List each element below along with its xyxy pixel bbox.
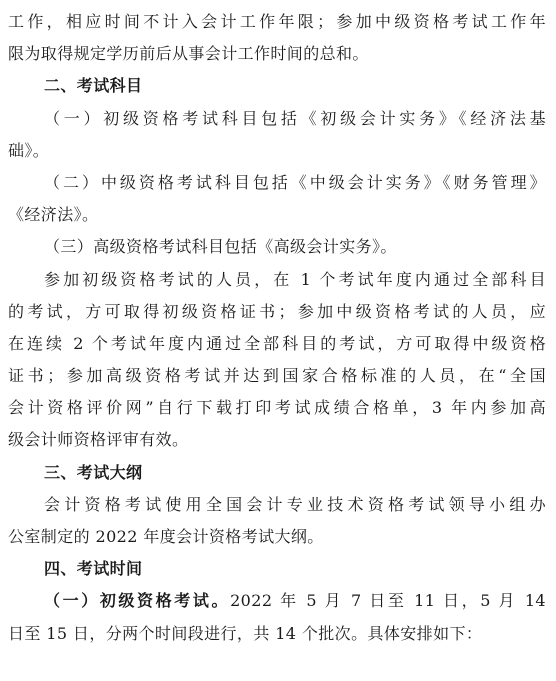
paragraph-line: （二）中级资格考试科目包括《中级会计实务》《财务管理》 xyxy=(44,172,546,192)
paragraph-line: 会计资格评价网”自行下载打印考试成绩合格单，3 年内参加高 xyxy=(8,398,546,418)
paragraph-line: 参加初级资格考试的人员，在 1 个考试年度内通过全部科目 xyxy=(44,269,546,289)
paragraph-line: （三）高级资格考试科目包括《高级会计实务》。 xyxy=(44,237,397,257)
document-page xyxy=(8,6,546,650)
paragraph-line: 会计资格考试使用全国会计专业技术资格考试领导小组办 xyxy=(44,494,546,514)
paragraph-line: 在连续 2 个考试年度内通过全部科目的考试，方可取得中级资格 xyxy=(8,333,546,353)
paragraph-line: 础》。 xyxy=(8,140,50,160)
paragraph-line: 工作，相应时间不计入会计工作年限；参加中级资格考试工作年 xyxy=(8,12,546,31)
paragraph-line: （一）初级资格考试科目包括《初级会计实务》《经济法基 xyxy=(44,108,546,128)
section-heading-syllabus: 三、考试大纲 xyxy=(44,462,143,482)
section-heading-exam-time: 四、考试时间 xyxy=(44,559,143,579)
paragraph-line: 证书；参加高级资格考试并达到国家合格标准的人员，在“全国 xyxy=(8,366,546,386)
paragraph-line: 的考试，方可取得初级资格证书；参加中级资格考试的人员，应 xyxy=(8,301,546,321)
junior-exam-dates: 2022 年 5 月 7 日至 11 日，5 月 14 xyxy=(230,591,546,611)
paragraph-line xyxy=(8,585,546,617)
junior-exam-label: （一）初级资格考试。 xyxy=(44,591,231,611)
paragraph-line: 级会计师资格评审有效。 xyxy=(8,430,189,450)
section-heading-subjects: 二、考试科目 xyxy=(44,76,143,96)
paragraph-line: 公室制定的 2022 年度会计资格考试大纲。 xyxy=(8,527,324,546)
paragraph-line: 日至 15 日，分两个时间段进行，共 14 个批次。具体安排如下： xyxy=(8,623,483,643)
paragraph-line: 《经济法》。 xyxy=(8,205,99,225)
paragraph-line: 限为取得规定学历前后从事会计工作时间的总和。 xyxy=(8,44,369,64)
